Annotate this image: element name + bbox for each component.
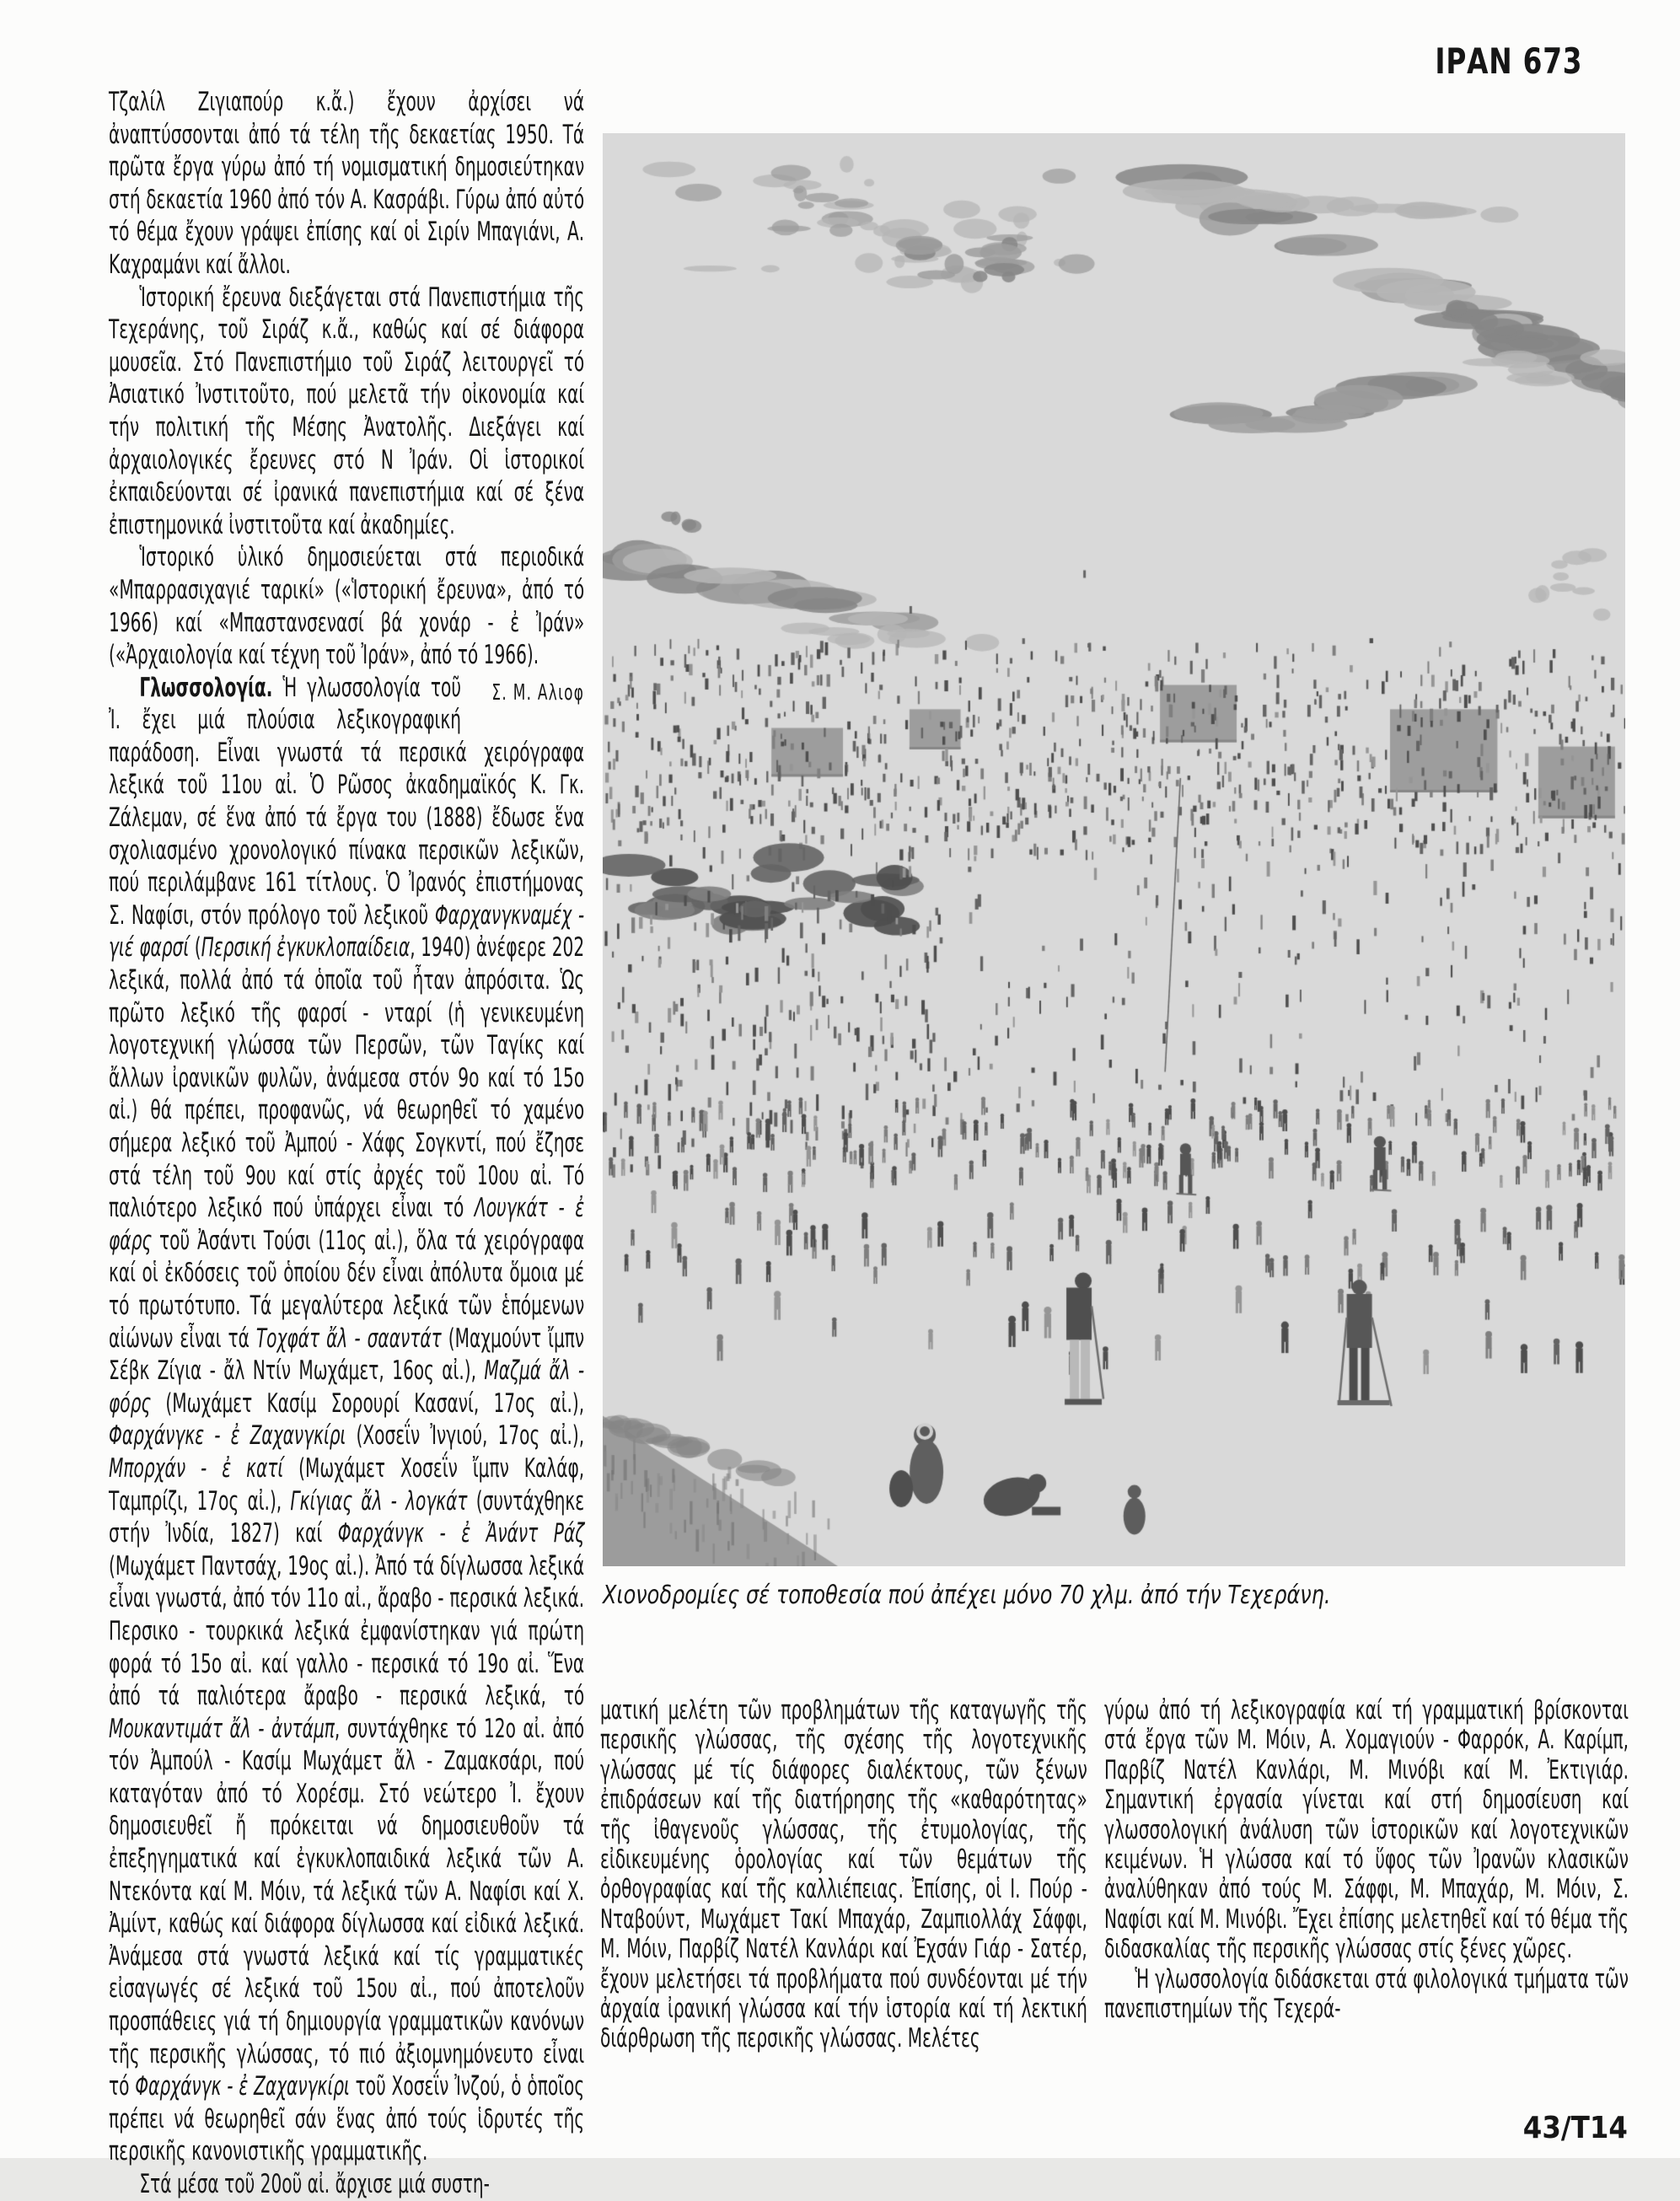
paragraph: Ἱστορική ἔρευνα διεξάγεται στά Πανεπιστήμια τῆς Τεχεράνης, τοῦ Σιράζ κ.ἄ., καθώς καί σέ διάφορα μουσεῖα. Στό Πανεπιστήμιο τοῦ Σιράζ λειτουργεῖ τό Ἀσιατικό Ἰνστιτοῦτο, πού μελετᾶ τήν οἰκονομία καί τήν πολιτική τῆς Μέσης Ἀνατολῆς. Διεξάγει καί ἀρχαιολογικές ἔρευνες στό Ν Ἰράν. Οἱ ἱστορικοί ἐκπαιδεύονται σέ ἰρανικά πανεπιστήμια καί σέ ξένα ἐπιστημονικά ἰνστιτοῦτα καί ἀκαδημίες. [109,282,585,540]
author-signature: Σ. Μ. Αλιοφ [491,679,585,706]
page-number: 43/Τ14 [1522,2111,1628,2145]
paragraph: ματική μελέτη τῶν προβλημάτων τῆς καταγωγῆς τῆς περσικῆς γλώσσας, τῆς σχέσης τῆς λογοτεχνικῆς γλώσσας μέ τίς διάφορες διαλέκτους, τῶν ξένων ἐπιδράσεων καί τῆς διατήρησης τῆς «καθαρότητας» τῆς ἰθαγενοῦς γλώσσας, τῆς ἐτυμολογίας, τῆς εἰδικευμένης ὁρολογίας καί τῶν θεμάτων τῆς ὀρθογραφίας καί τῆς καλλιέπειας. Ἐπίσης, οἱ Ι. Πούρ - Νταβούντ, Μωχάμετ Τακί Μπαχάρ, Ζαμπιολλάχ Σάφφι, Μ. Μόιν, Παρβίζ Νατέλ Κανλάρι καί Ἐχσάν Γιάρ - Σατέρ, ἔχουν μελετήσει τά προβλήματα πού συνδέονται μέ τήν ἀρχαία ἰρανική γλώσσα καί τήν ἱστορία καί τή λεκτική διάρθρωση τῆς περσικῆς γλώσσας. Μελέτες [600,1695,1087,2054]
left-column [109,86,585,2199]
page-header: ΙΡΑΝ 673 [1434,40,1582,82]
paragraph: Ἱστορικό ὑλικό δημοσιεύεται στά περιοδικά «Μπαρρασιχαγιέ ταρικί» («Ἱστορική ἔρευνα», ἀπό τό 1966) καί «Μπαστανσενασί βά χονάρ - ἐ Ἰράν» («Ἀρχαιολογία καί τέχνη τοῦ Ἰράν», ἀπό τό 1966). Σ. Μ. Αλιοφ [109,541,584,671]
middle-column [600,1696,1087,2054]
paragraph: Τζαλίλ Ζιγιαπούρ κ.ἄ.) ἔχουν ἀρχίσει νά ἀναπτύσσονται ἀπό τά τέλη τῆς δεκαετίας 1950. Τά πρῶτα ἔργα γύρω ἀπό τή νομισματική δημοσιεύτηκαν στή δεκαετία 1960 ἀπό τόν Α. Κασράβι. Γύρω ἀπό αὐτό τό θέμα ἔχουν γράψει ἐπίσης καί οἱ Σιρίν Μπαγιάνι, Α. Καχραμάνι καί ἄλλοι. [109,87,585,280]
paragraph: Ἡ γλωσσολογία διδάσκεται στά φιλολογικά τμήματα τῶν πανεπιστημίων τῆς Τεχερά- [1104,1963,1629,2025]
right-column [1104,1696,1629,2024]
photo-figure [603,133,1625,1610]
paragraph: Στά μέσα τοῦ 20οῦ αἰ. ἄρχισε μιά συστη- [139,2169,490,2199]
paragraph: Γλωσσολογία. Ἡ γλωσσολογία τοῦ Ἰ. ἔχει μιά πλούσια λεξικογραφική παράδοση. Εἶναι γνωστά τά περσικά χειρόγραφα λεξικά τοῦ 11ου αἰ. Ὁ Ρῶσος ἀκαδημαϊκός Κ. Γκ. Ζάλεμαν, σέ ἕνα ἀπό τά ἔργα του (1888) ἔδωσε ἕνα σχολιασμένο χρονολογικό πίνακα περσικῶν λεξικῶν, πού περιλάμβανε 161 τίτλους. Ὁ Ἰρανός ἐπιστήμονας Σ. Ναφίσι, στόν πρόλογο τοῦ λεξικοῦ Φαρχανγκναμέχ - γιέ φαρσί (Περσική ἐγκυκλοπαίδεια, 1940) ἀνέφερε 202 λεξικά, πολλά ἀπό τά ὁποῖα τοῦ ἦταν ἀπρόσιτα. Ὡς πρῶτο λεξικό τῆς φαρσί - νταρί (ἡ γενικευμένη λογοτεχνική γλώσσα τῶν Περσῶν, τῶν Ταγίκς καί ἄλλων ἰρανικῶν φυλῶν, ἀνάμεσα στόν 9ο καί τό 15ο αἰ.) θά πρέπει, προφανῶς, νά θεωρηθεῖ τό χαμένο σήμερα λεξικό τοῦ Ἀμπού - Χάφς Σογκντί, πού ἔζησε στά τέλη τοῦ 9ου καί στίς ἀρχές τοῦ 10ου αἰ. Τό παλιότερο λεξικό πού ὑπάρχει εἶναι τό Λουγκάτ - ἐ φάρς τοῦ Ἀσάντι Τούσι (11ος αἰ.), ὅλα τά χειρόγραφα καί οἱ ἐκδόσεις τοῦ ὁποίου δέν εἶναι ἀπόλυτα ὅμοια μέ τό πρωτότυπο. Τά μεγαλύτερα λεξικά τῶν ἑπόμενων αἰώνων εἶναι τά Τοχφάτ ἄλ - σααντάτ (Μαχμούντ ἴμπν Σέβκ Ζίγια - ἄλ Ντίν Μωχάμετ, 16ος αἰ.), Μαζμά ἄλ - φόρς (Μωχάμετ Κασίμ Σορουρί Κασανί, 17ος αἰ.), Φαρχάνγκε - ἐ Ζαχανγκίρι (Χοσεΐν Ἰνγιού, 17ος αἰ.), Μπορχάν - ἐ κατί (Μωχάμετ Χοσεΐν ἴμπν Καλάφ, Ταμπρίζι, 17ος αἰ.), Γκίγιας ἄλ - λογκάτ (συντάχθηκε στήν Ἰνδία, 1827) καί Φαρχάνγκ - ἐ Ἀνάντ Ράζ (Μωχάμετ Παντσάχ, 19ος αἰ.). Ἀπό τά δίγλωσσα λεξικά εἶναι γνωστά, ἀπό τόν 11ο αἰ., ἄραβο - περσικά λεξικά. Περσικο - τουρκικά λεξικά ἐμφανίστηκαν γιά πρώτη φορά τό 15ο αἰ. καί γαλλο - περσικά τό 19ο αἰ. Ἕνα ἀπό τά παλιότερα ἄραβο - περσικά λεξικά, τό Μουκαντιμάτ ἄλ - ἀντάμπ, συντάχθηκε τό 12ο αἰ. ἀπό τόν Ἀμπούλ - Κασίμ Μωχάμετ ἄλ - Ζαμακσάρι, πού καταγόταν ἀπό τό Χορέσμ. Στό νεώτερο Ἰ. ἔχουν δημοσιευθεῖ ἤ πρόκειται νά δημοσιευθοῦν τά ἐπεξηγηματικά καί ἐγκυκλοπαιδικά λεξικά τῶν Α. Ντεκόντα καί Μ. Μόιν, τά λεξικά τῶν Α. Ναφίσι καί Χ. Ἀμίντ, καθώς καί διάφορα δίγλωσσα καί εἰδικά λεξικά. Ἀνάμεσα στά γνωστά λεξικά καί τίς γραμματικές εἰσαγωγές σέ λεξικά τοῦ 15ου αἰ., πού ἀποτελοῦν προσπάθειες γιά τή δημιουργία γραμματικῶν κανόνων τῆς περσικῆς γλώσσας, τό πιό ἀξιομνημόνευτο εἶναι τό Φαρχάνγκ - ἐ Ζαχανγκίρι τοῦ Χοσεΐν Ἰνζού, ὁ ὁποῖος πρέπει νά θεωρηθεῖ σάν ἕνας ἀπό τούς ἱδρυτές τῆς περσικῆς κανονιστικῆς γραμματικῆς. [109,672,585,2167]
photo-caption: Χιονοδρομίες σέ τοποθεσία πού ἀπέχει μόνο 70 χλμ. ἀπό τήν Τεχεράνη. [603,1581,1331,1610]
paragraph: γύρω ἀπό τή λεξικογραφία καί τή γραμματική βρίσκονται στά ἔργα τῶν Μ. Μόιν, Α. Χομαγιούν - Φαρρόκ, Α. Καρίμπ, Παρβίζ Νατέλ Κανλάρι, Μ. Μινόβι καί Μ. Ἐκτιγιάρ. Σημαντική ἐργασία γίνεται καί στή δημοσίευση καί γλωσσολογική ἀνάλυση τῶν ἱστορικῶν καί λογοτεχνικῶν κειμένων. Ἡ γλώσσα καί τό ὕφος τῶν Ἰρανῶν κλασικῶν ἀναλύθηκαν ἀπό τούς Μ. Σάφφι, Μ. Μπαχάρ, Μ. Μόιν, Σ. Ναφίσι καί Μ. Μινόβι. Ἔχει ἐπίσης μελετηθεῖ καί τό θέμα τῆς διδασκαλίας τῆς περσικῆς γλώσσας στίς ξένες χῶρες. [1104,1695,1629,1965]
ski-slope-photo [603,133,1625,1566]
